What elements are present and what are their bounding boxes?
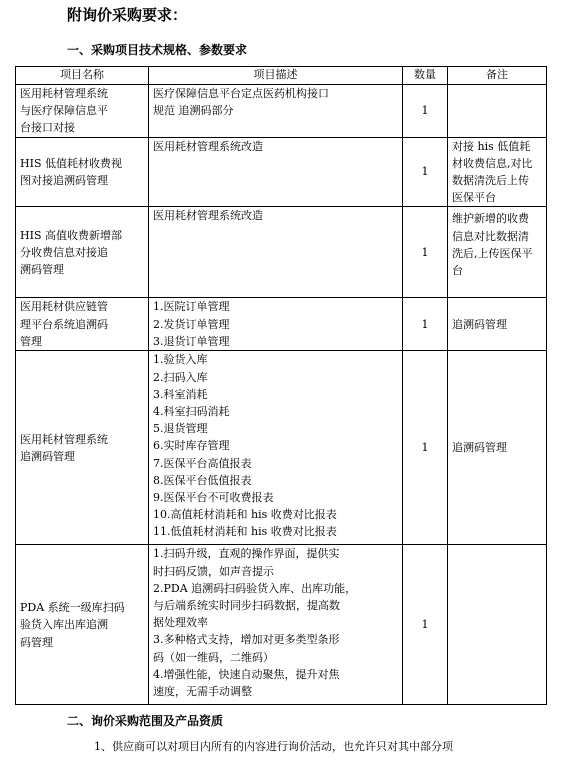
header-note: 备注 bbox=[448, 67, 547, 85]
cell-line: 台接口对接 bbox=[20, 121, 75, 135]
cell-line: 医保平台 bbox=[452, 191, 496, 205]
cell-name bbox=[16, 85, 149, 138]
cell-name bbox=[16, 351, 149, 545]
cell-name bbox=[16, 137, 149, 207]
cell-line: 对接 his 低值耗 bbox=[452, 139, 531, 153]
cell-line: 据处理效率 bbox=[153, 616, 208, 630]
table-header-row bbox=[16, 67, 547, 85]
cell-line: 医用耗材供应链管 bbox=[20, 300, 108, 314]
section-heading-scope: 二、询价采购范围及产品资质 bbox=[67, 714, 224, 728]
cell-note bbox=[448, 545, 547, 705]
cell-description bbox=[149, 207, 403, 298]
cell-line: 台 bbox=[452, 264, 463, 278]
header-description: 项目描述 bbox=[149, 67, 403, 85]
cell-quantity: 1 bbox=[403, 351, 448, 545]
cell-line: 3.退货订单管理 bbox=[153, 334, 230, 348]
cell-description bbox=[149, 137, 403, 207]
cell-line: 管理 bbox=[20, 334, 42, 348]
cell-line: 1.扫码升级，直观的操作界面，提供实 bbox=[153, 547, 340, 561]
cell-name bbox=[16, 207, 149, 298]
cell-quantity: 1 bbox=[403, 298, 448, 351]
cell-line: 时扫码反馈，如声音提示 bbox=[153, 564, 274, 578]
cell-description bbox=[149, 545, 403, 705]
cell-line: HIS 低值耗材收费视 bbox=[20, 156, 122, 170]
cell-line: 8.医保平台低值报表 bbox=[153, 473, 252, 487]
table-row bbox=[16, 137, 547, 207]
cell-line: 信息对比数据清 bbox=[452, 229, 529, 243]
header-quantity: 数量 bbox=[403, 67, 448, 85]
cell-line: 9.医保平台不可收费报表 bbox=[153, 491, 274, 505]
cell-line: 数据清洗后上传 bbox=[452, 174, 529, 188]
cell-line: 医用耗材管理系统改造 bbox=[153, 209, 263, 223]
cell-line: 分收费信息对接追 bbox=[20, 245, 108, 259]
cell-quantity: 1 bbox=[403, 545, 448, 705]
body-paragraph: 1、供应商可以对项目内所有的内容进行询价活动，也允许只对其中部分项 bbox=[94, 740, 453, 753]
cell-name bbox=[16, 298, 149, 351]
cell-line: 追溯码管理 bbox=[452, 317, 507, 331]
cell-line: 溯码管理 bbox=[20, 263, 64, 277]
cell-line: 医用耗材管理系统 bbox=[20, 87, 108, 100]
cell-line: 1.医院订单管理 bbox=[153, 300, 230, 314]
cell-line: 6.实时库存管理 bbox=[153, 439, 230, 453]
cell-line: 追溯码管理 bbox=[20, 449, 75, 463]
cell-line: 图对接追溯码管理 bbox=[20, 174, 108, 188]
cell-line: 与医疗保障信息平 bbox=[20, 104, 108, 118]
cell-line: 码管理 bbox=[20, 635, 53, 649]
cell-line: 维护新增的收费 bbox=[452, 212, 529, 226]
cell-name bbox=[16, 545, 149, 705]
cell-description bbox=[149, 298, 403, 351]
cell-line: 追溯码管理 bbox=[452, 441, 507, 455]
cell-quantity: 1 bbox=[403, 85, 448, 138]
cell-description bbox=[149, 85, 403, 138]
cell-line: 2.扫码入库 bbox=[153, 370, 208, 384]
cell-line: 7.医保平台高值报表 bbox=[153, 456, 252, 470]
cell-quantity: 1 bbox=[403, 137, 448, 207]
cell-line: 验货入库出库追溯 bbox=[20, 618, 108, 632]
cell-note bbox=[448, 298, 547, 351]
table-row bbox=[16, 207, 547, 298]
cell-line: 1.验货入库 bbox=[153, 353, 208, 367]
cell-line: 医疗保障信息平台定点医药机构接口 bbox=[153, 87, 329, 100]
cell-line: 10.高值耗材消耗和 his 收费对比报表 bbox=[153, 508, 337, 522]
cell-line: 材收费信息,对比 bbox=[452, 156, 533, 170]
cell-line: 速度，无需手动调整 bbox=[153, 685, 252, 699]
cell-line: 2.发货订单管理 bbox=[153, 317, 230, 331]
cell-line: PDA 系统一级库扫码 bbox=[20, 601, 125, 615]
page-title: 附询价采购要求： bbox=[67, 6, 188, 24]
cell-line: 规范 追溯码部分 bbox=[153, 104, 234, 118]
cell-line: 洗后,上传医保平 bbox=[452, 246, 533, 260]
table-row bbox=[16, 351, 547, 545]
cell-line: 码（如一维码，二维码） bbox=[153, 650, 274, 664]
cell-line: 2.PDA 追溯码扫码验货入库、出库功能， bbox=[153, 581, 357, 595]
cell-line: 理平台系统追溯码 bbox=[20, 317, 108, 331]
cell-line: 4.科室扫码消耗 bbox=[153, 405, 230, 419]
cell-line: 5.退货管理 bbox=[153, 422, 208, 436]
cell-line: 11.低值耗材消耗和 his 收费对比报表 bbox=[153, 525, 337, 539]
cell-note bbox=[448, 137, 547, 207]
table-row bbox=[16, 298, 547, 351]
cell-line: 医用耗材管理系统 bbox=[20, 432, 108, 446]
cell-line: 3.科室消耗 bbox=[153, 387, 208, 401]
cell-note bbox=[448, 207, 547, 298]
cell-quantity: 1 bbox=[403, 207, 448, 298]
table-row bbox=[16, 85, 547, 138]
table-row bbox=[16, 545, 547, 705]
cell-line: 与后端系统实时同步扫码数据，提高数 bbox=[153, 599, 340, 613]
header-name: 项目名称 bbox=[16, 67, 149, 85]
cell-line: HIS 高值收费新增部 bbox=[20, 228, 122, 242]
cell-line: 医用耗材管理系统改造 bbox=[153, 139, 263, 153]
requirements-table bbox=[15, 66, 547, 705]
cell-note bbox=[448, 351, 547, 545]
cell-note bbox=[448, 85, 547, 138]
section-heading-specs: 一、采购项目技术规格、参数要求 bbox=[67, 43, 248, 57]
cell-description bbox=[149, 351, 403, 545]
cell-line: 4.增强性能，快速自动聚焦，提升对焦 bbox=[153, 667, 340, 681]
cell-line: 3.多种格式支持，增加对更多类型条形 bbox=[153, 633, 340, 647]
